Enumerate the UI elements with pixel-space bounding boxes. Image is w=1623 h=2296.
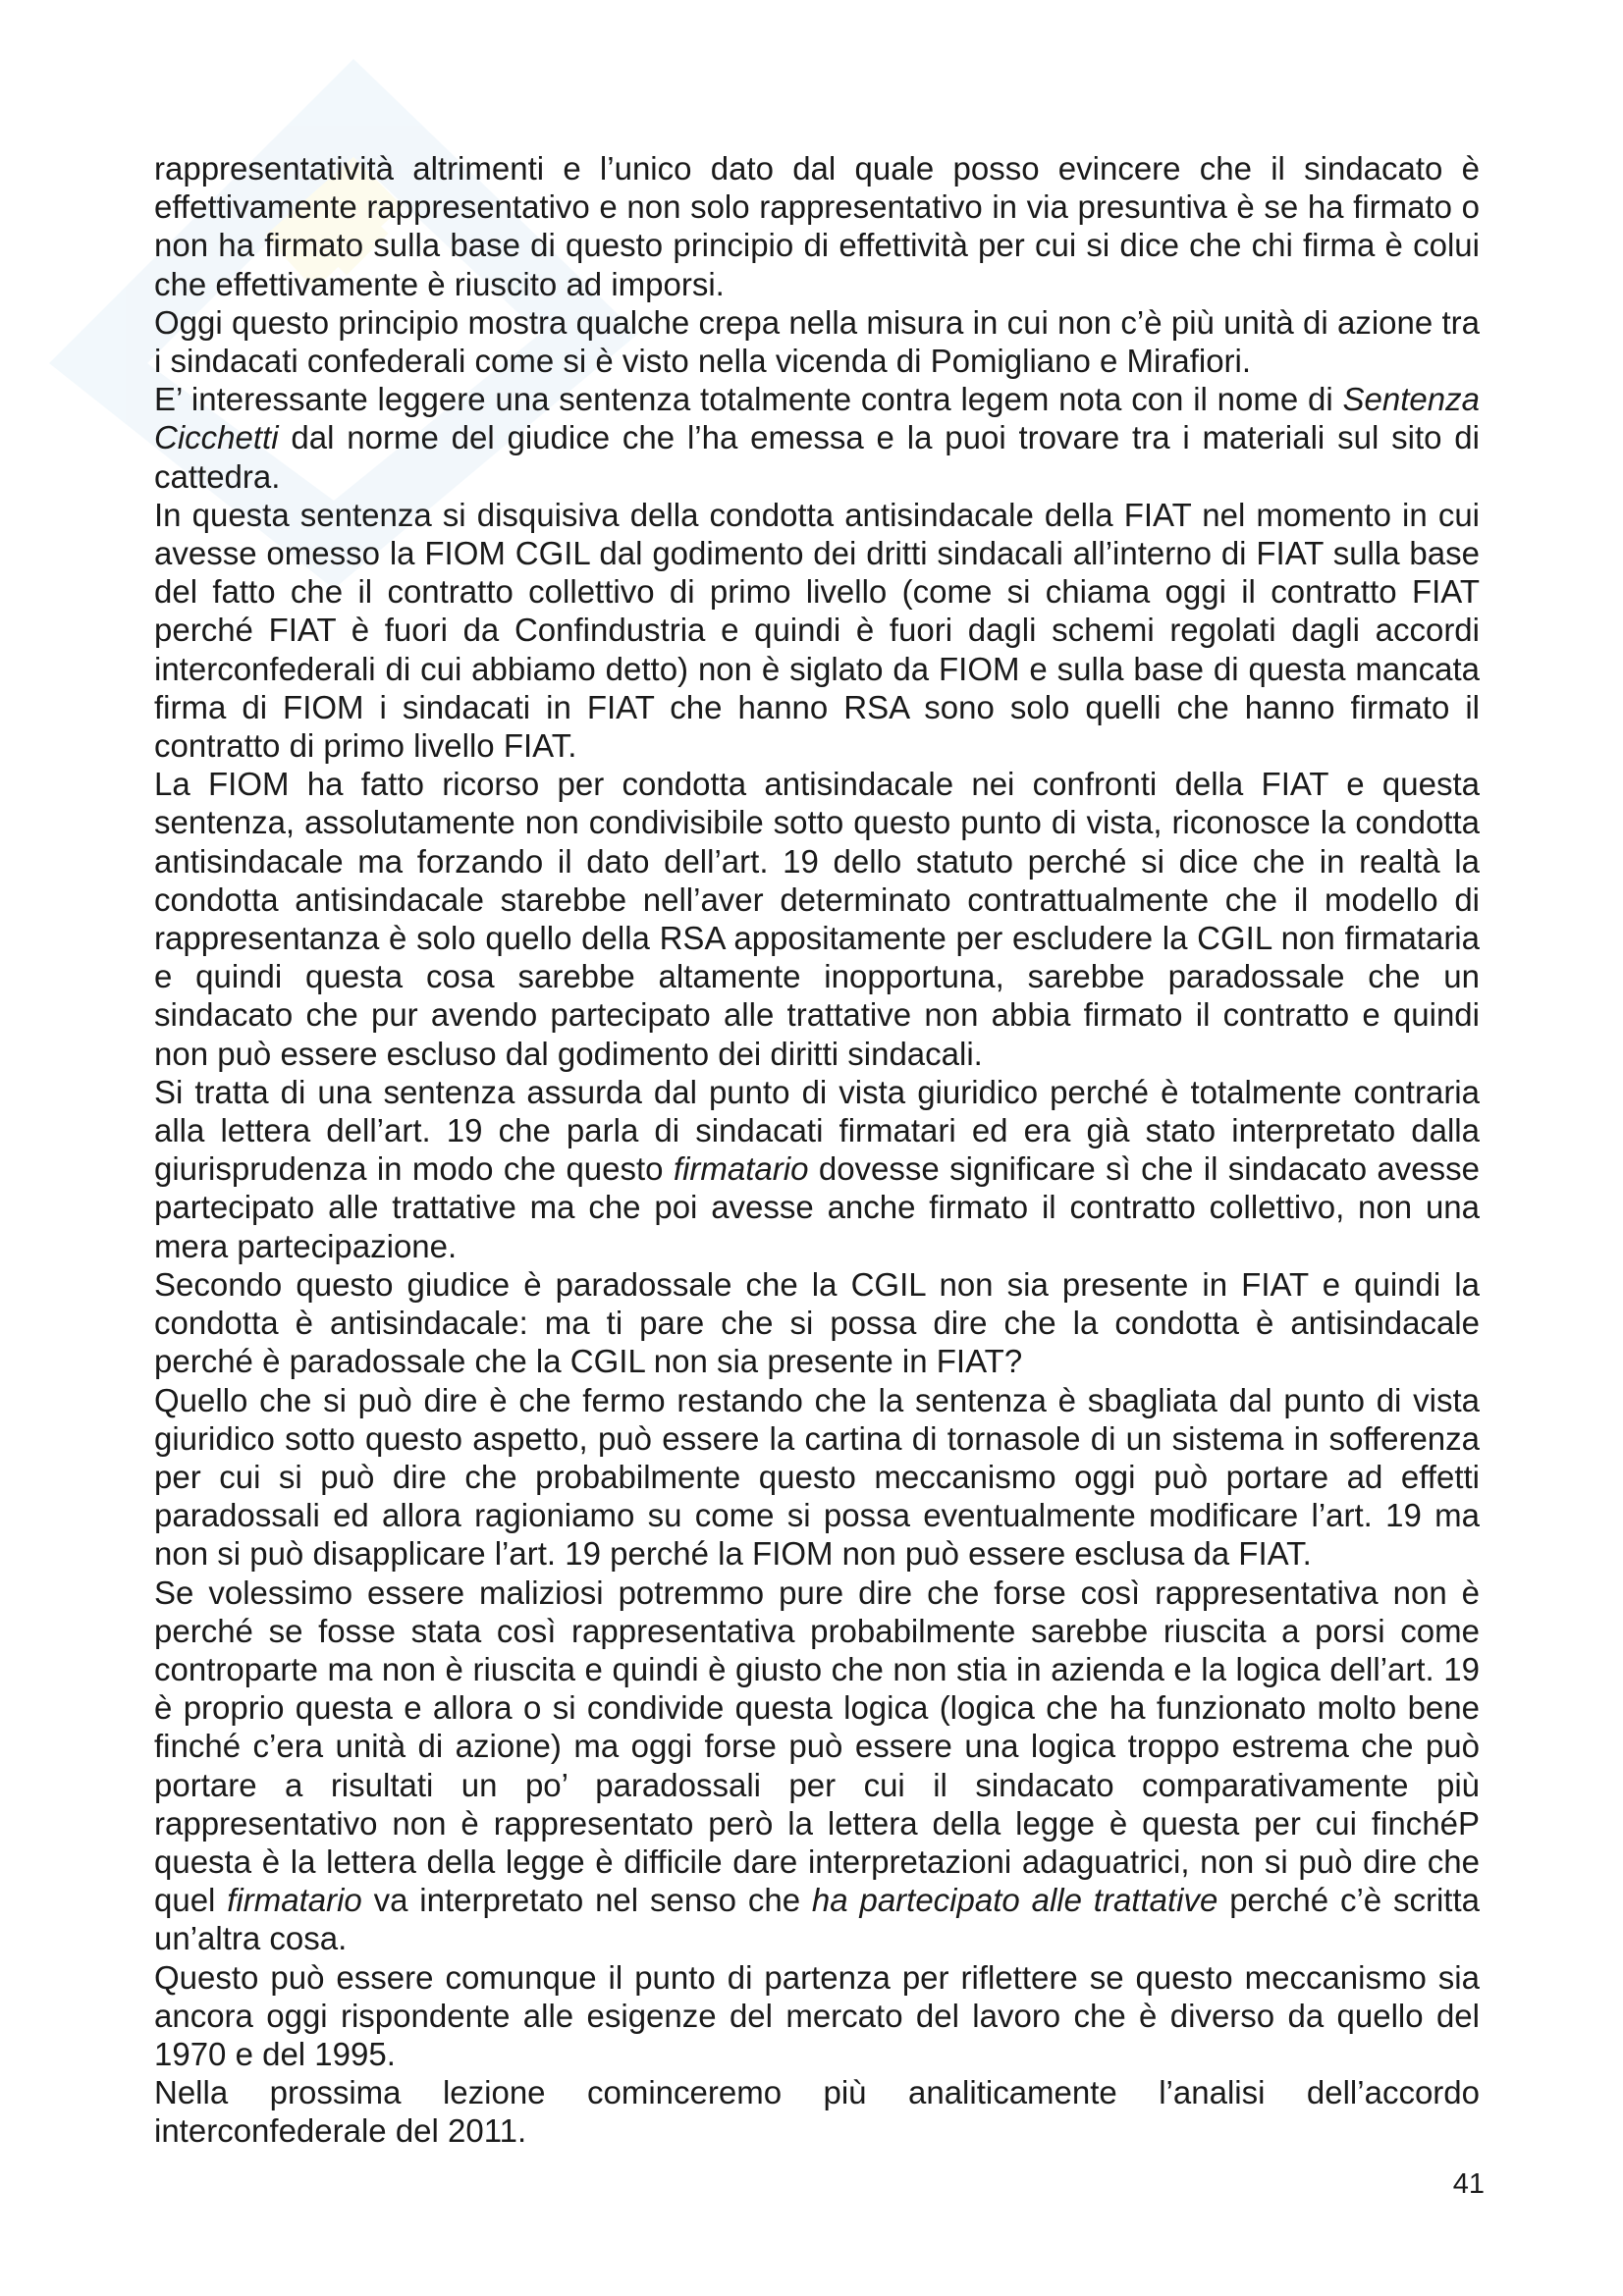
- text-run: La FIOM ha fatto ricorso per condotta antisindacale nei confronti della FIAT e questa sentenza, assolutamente non condivisibile sotto questo punto di vista, riconosce la condotta antisindacale ma forzando il dato dell’art. 19 dello statuto perché si dice che in realtà la condotta antisindacale starebbe nell’aver determinato contrattualmente che il modello di rappresentanza è solo quello della RSA appositamente per escludere la CGIL non firmataria e quindi questa cosa sarebbe altamente inopportuna, sarebbe paradossale che un sindacato che pur avendo partecipato alle trattative non abbia firmato il contratto e quindi non può essere escluso dal godimento dei diritti sindacali.: [154, 766, 1480, 1072]
- text-run: perché c’è scritta un’altra cosa.: [154, 1882, 1480, 1957]
- paragraph: [154, 303, 1480, 380]
- text-run: Questo può essere comunque il punto di partenza per riflettere se questo meccanismo sia ancora oggi rispondente alle esigenze del mercato del lavoro che è diverso da quello del 1970 e del 1995.: [154, 1958, 1480, 2072]
- text-run: Quello che si può dire è che fermo restando che la sentenza è sbagliata dal punto di vista giuridico sotto questo aspetto, può essere la cartina di tornasole di un sistema in sofferenza per cui si può dire che probabilmente questo meccanismo oggi può portare ad effetti paradossali ed allora ragioniamo su come si possa eventualmente modificare l’art. 19 ma non si può disapplicare l’art. 19 perché la FIOM non può essere esclusa da FIAT.: [154, 1381, 1480, 1573]
- page-number: 41: [1452, 2168, 1485, 2200]
- text-run: Nella prossima lezione cominceremo più analiticamente l’analisi dell’accordo interconfederale del 2011.: [154, 2074, 1480, 2150]
- paragraph: [154, 1381, 1480, 1574]
- paragraph: [154, 496, 1480, 765]
- text-run: Secondo questo giudice è paradossale che la CGIL non sia presente in FIAT e quindi la condotta è antisindacale: ma ti pare che si possa dire che la condotta è antisindacale perché è paradossale che la CGIL non sia presente in FIAT?: [154, 1265, 1480, 1380]
- paragraph: [154, 1265, 1480, 1381]
- text-run: Si tratta di una sentenza assurda dal punto di vista giuridico perché è totalmente contraria alla lettera dell’art. 19 che parla di sindacati firmatari ed era già stato interpretato dalla giurisprudenza in modo che questo: [154, 1073, 1480, 1188]
- italic-text: Sentenza Cicchetti: [154, 381, 1480, 456]
- text-run: In questa sentenza si disquisiva della condotta antisindacale della FIAT nel momento in cui avesse omesso la FIOM CGIL dal godimento dei dritti sindacali all’interno di FIAT sulla base del fatto che il contratto collettivo di primo livello (come si chiama oggi il contratto FIAT perché FIAT è fuori da Confindustria e quindi è fuori dagli schemi regolati dagli accordi interconfederali di cui abbiamo detto) non è siglato da FIOM e sulla base di questa mancata firma di FIOM i sindacati in FIAT che hanno RSA sono solo quelli che hanno firmato il contratto di primo livello FIAT.: [154, 496, 1480, 765]
- text-run: va interpretato nel senso che: [361, 1882, 812, 1919]
- text-run: Se volessimo essere maliziosi potremmo pure dire che forse così rappresentativa non è perché se fosse stata così rappresentativa probabilmente sarebbe riuscita a porsi come controparte ma non è riuscita e quindi è giusto che non stia in azienda e la logica dell’art. 19 è proprio questa e allora o si condivide questa logica (logica che ha funzionato molto bene finché c’era unità di azione) ma oggi forse può essere una logica troppo estrema che può portare a risultati un po’ paradossali per cui il sindacato comparativamente più rappresentativo non è rappresentato però la lettera della legge è questa per cui finchéP questa è la lettera della legge è difficile dare interpretazioni adaguatrici, non si può dire che quel: [154, 1574, 1480, 1919]
- paragraph: [154, 149, 1480, 303]
- text-run: dovesse significare sì che il sindacato avesse partecipato alle trattative ma che poi avesse anche firmato il contratto collettivo, non una mera partecipazione.: [154, 1150, 1480, 1264]
- italic-text: firmatario: [673, 1150, 809, 1188]
- italic-text: ha partecipato alle trattative: [811, 1882, 1218, 1919]
- italic-text: firmatario: [227, 1882, 362, 1919]
- text-run: rappresentatività altrimenti e l’unico dato dal quale posso evincere che il sindacato è effettivamente rappresentativo e non solo rappresentativo in via presuntiva è se ha firmato o non ha firmato sulla base di questo principio di effettività per cui si dice che chi firma è colui che effettivamente è riuscito ad imporsi.: [154, 150, 1480, 302]
- paragraph: [154, 2073, 1480, 2150]
- paragraph: [154, 380, 1480, 496]
- paragraph: [154, 1574, 1480, 1958]
- paragraph: [154, 765, 1480, 1073]
- paragraph: [154, 1073, 1480, 1265]
- paragraph: [154, 1958, 1480, 2074]
- text-run: dal norme del giudice che l’ha emessa e la puoi trovare tra i materiali sul sito di cattedra.: [154, 419, 1480, 495]
- text-run: E’ interessante leggere una sentenza totalmente contra legem nota con il nome di: [154, 381, 1343, 418]
- page-body: [154, 149, 1480, 2151]
- text-run: Oggi questo principio mostra qualche crepa nella misura in cui non c’è più unità di azione tra i sindacati confederali come si è visto nella vicenda di Pomigliano e Mirafiori.: [154, 303, 1480, 380]
